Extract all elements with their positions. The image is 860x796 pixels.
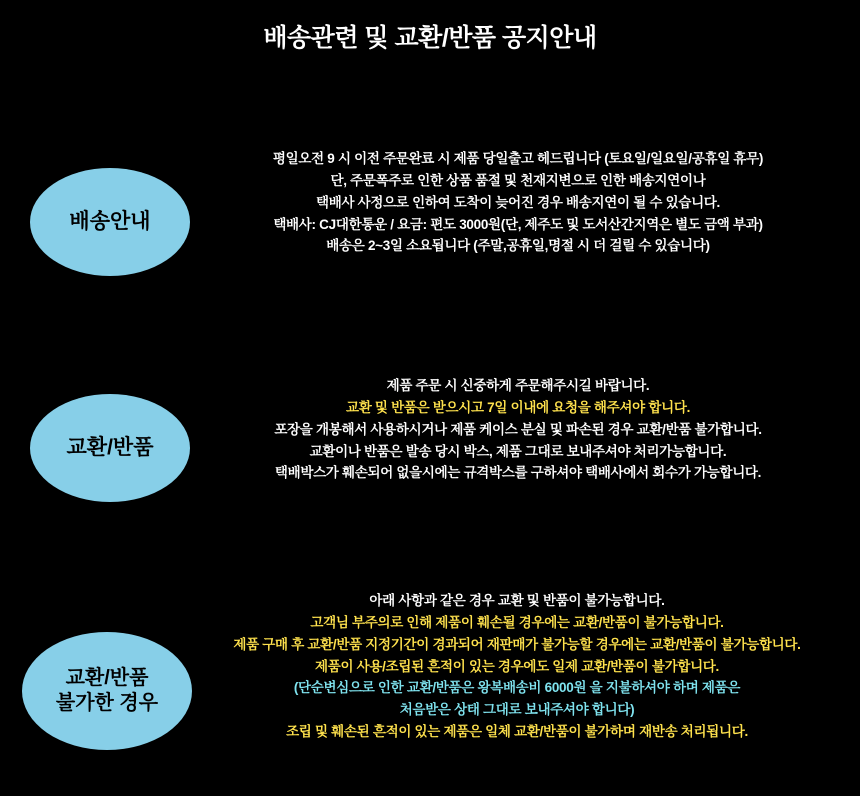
delivery-line-3: 택배사 사정으로 인하여 도착이 늦어진 경우 배송지연이 될 수 있습니다.: [316, 194, 720, 210]
delivery-line-1: 평일오전 9 시 이전 주문완료 시 제품 당일출고 헤드립니다 (토요일/일요일/공휴일 휴무): [272, 151, 764, 166]
nonrefund-line-3: 제품 구매 후 교환/반품 지정기간이 경과되어 재판매가 불가능할 경우에는 교환/반품이 불가능합니다.: [233, 636, 801, 652]
bubble-nonrefund-label-2: 불가한 경우: [55, 692, 159, 714]
delivery-line-2: 단, 주문폭주로 인한 상품 품절 및 천재지변으로 인한 배송지연이나: [330, 172, 706, 188]
bubble-delivery: [30, 168, 190, 276]
nonrefund-line-1: 아래 사항과 같은 경우 교환 및 반품이 불가능합니다.: [369, 593, 665, 608]
nonrefund-line-4: 제품이 사용/조립된 흔적이 있는 경우에도 일제 교환/반품이 불가합니다.: [315, 658, 719, 674]
bubble-exchange: [30, 394, 190, 502]
exchange-line-1: 제품 주문 시 신중하게 주문해주시길 바랍니다.: [386, 378, 650, 393]
delivery-line-4: 택배사: CJ대한통운 / 요금: 편도 3000원(단, 제주도 및 도서산간지역은 별도 금액 부과): [273, 216, 763, 232]
bubble-exchange-label: 교환/반품: [66, 435, 154, 459]
nonrefund-line-5: (단순변심으로 인한 교환/반품은 왕복배송비 6000원 을 지불하셔야 하며 제품은: [293, 680, 741, 696]
exchange-line-3: 포장을 개봉해서 사용하시거나 제품 케이스 분실 및 파손된 경우 교환/반품 불가합니다.: [274, 421, 762, 437]
bubble-nonrefund-label-1: 교환/반품: [65, 667, 149, 689]
bubble-nonrefund: [22, 632, 192, 750]
exchange-line-5: 택배박스가 훼손되어 없을시에는 규격박스를 구하셔야 택배사에서 회수가 가능합니다.: [274, 465, 762, 481]
delivery-line-5: 배송은 2~3일 소요됩니다 (주말,공휴일,명절 시 더 걸릴 수 있습니다): [326, 238, 710, 254]
nonrefund-line-6: 처음받은 상태 그대로 보내주셔야 합니다): [399, 702, 635, 718]
nonrefund-line-7: 조립 및 훼손된 흔적이 있는 제품은 일체 교환/반품이 불가하며 재반송 처리됩니다.: [286, 724, 748, 740]
exchange-text-block: [198, 375, 838, 484]
nonrefund-text-block: [192, 590, 842, 743]
exchange-line-4: 교환이나 반품은 발송 당시 박스, 제품 그대로 보내주셔야 처리가능합니다.: [309, 443, 727, 459]
delivery-text-block: [198, 148, 838, 257]
bubble-delivery-label: 배송안내: [69, 209, 151, 233]
nonrefund-line-2: 고객님 부주의로 인해 제품이 훼손될 경우에는 교환/반품이 불가능합니다.: [310, 614, 724, 630]
exchange-line-2: 교환 및 반품은 받으시고 7일 이내에 요청을 해주셔야 합니다.: [345, 399, 691, 415]
page-title: 배송관련 및 교환/반품 공지안내: [263, 24, 597, 52]
